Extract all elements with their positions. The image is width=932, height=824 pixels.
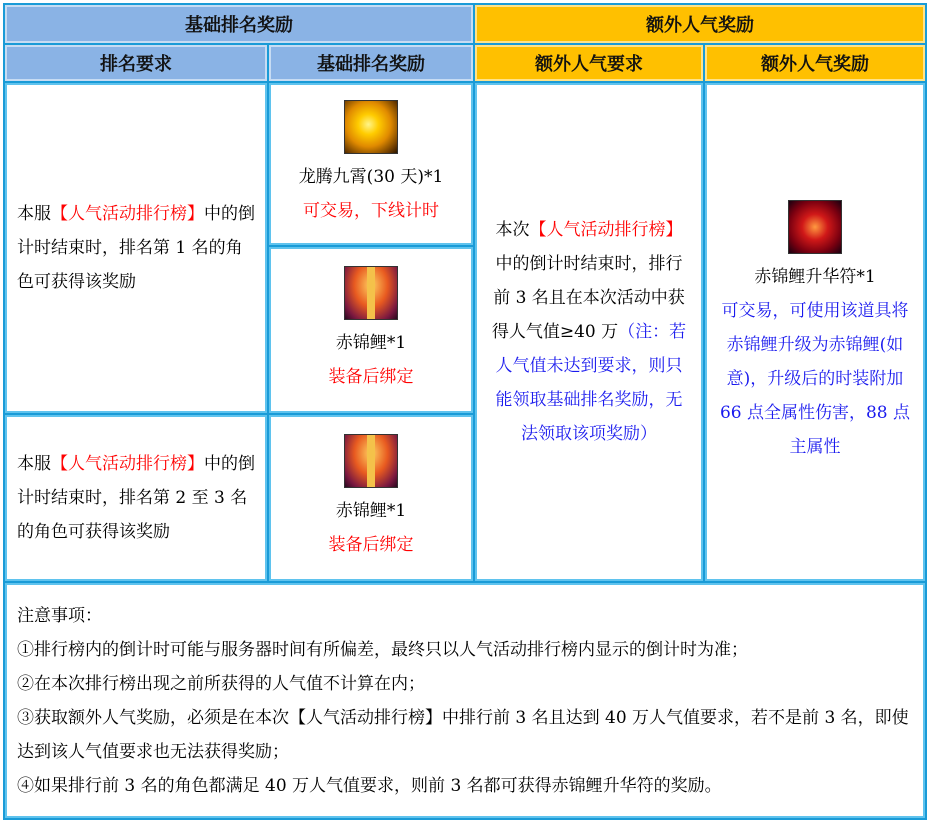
extra-reward-note: 可交易，可使用该道具将赤锦鲤升级为赤锦鲤(如意)，升级后的时装附加 66 点全属性伤害，88 点主属性 [719, 301, 911, 457]
note-item: ②在本次排行榜出现之前所获得的人气值不计算在内； [17, 674, 425, 694]
rank1-reward2-note: 装备后绑定 [328, 367, 414, 387]
rank1-reward2-cell [269, 247, 473, 413]
rank2-reward-cell [269, 415, 473, 581]
rank1-req-prefix: 本服 [17, 204, 51, 224]
rank2-req-prefix: 本服 [17, 454, 51, 474]
rank2-requirement-text [17, 447, 255, 549]
rank1-reward1-cell [269, 83, 473, 245]
rank1-req-suffix: 中的倒计时结束时，排名第 1 名的角色可获得该奖励 [17, 204, 255, 292]
notes-section [5, 583, 925, 818]
rank2-reward-note: 装备后绑定 [328, 535, 414, 555]
note-item: ①排行榜内的倒计时可能与服务器时间有所偏差，最终只以人气活动排行榜内显示的倒计时为准； [17, 640, 748, 660]
extra-req-highlight: 【人气活动排行榜】 [529, 220, 683, 240]
carp-upgrade-talisman-icon [788, 200, 842, 254]
rank2-req-suffix: 中的倒计时结束时，排名第 2 至 3 名的角色可获得该奖励 [17, 454, 255, 542]
basic-group-header: 基础排名奖励 [5, 5, 473, 43]
rank1-requirement-cell [5, 83, 267, 413]
rank1-reward2-name: 赤锦鲤*1 [335, 333, 407, 353]
rank1-req-highlight: 【人气活动排行榜】 [51, 204, 204, 224]
notes-title: 注意事项： [17, 606, 102, 626]
rank2-requirement-cell [5, 415, 267, 581]
dragon-mount-icon [344, 100, 398, 154]
extra-group-header: 额外人气奖励 [475, 5, 925, 43]
extra-req-suffix: 中的倒计时结束时，排行前 3 名且在本次活动中获得人气值≥40 万 [491, 254, 685, 342]
extra-req-note: （注：若人气值未达到要求，则只能领取基础排名奖励，无法领取该项奖励） [495, 322, 687, 444]
rank1-reward1-name: 龙腾九霄(30 天)*1 [298, 167, 444, 187]
rank1-reward1-note: 可交易，下线计时 [303, 201, 439, 221]
extra-requirement-header: 额外人气要求 [475, 45, 703, 81]
rank2-reward-name: 赤锦鲤*1 [335, 501, 407, 521]
extra-req-prefix: 本次 [495, 220, 530, 240]
red-carp-robe-icon [344, 266, 398, 320]
extra-requirement-cell [475, 83, 703, 581]
extra-reward-header: 额外人气奖励 [705, 45, 925, 81]
note-item: ③获取额外人气奖励，必须是在本次【人气活动排行榜】中排行前 3 名且达到 40 万人气值要求，若不是前 3 名，即使达到该人气值要求也无法获得奖励； [17, 708, 909, 762]
rank1-requirement-text [17, 197, 255, 299]
rank-requirement-header: 排名要求 [5, 45, 267, 81]
red-carp-robe-icon [344, 434, 398, 488]
extra-reward-name: 赤锦鲤升华符*1 [754, 267, 876, 287]
extra-requirement-text [489, 213, 689, 451]
rank2-req-highlight: 【人气活动排行榜】 [51, 454, 204, 474]
extra-reward-cell [705, 83, 925, 581]
note-item: ④如果排行前 3 名的角色都满足 40 万人气值要求，则前 3 名都可获得赤锦鲤升华符的奖励。 [17, 776, 722, 796]
basic-reward-header: 基础排名奖励 [269, 45, 473, 81]
reward-table [3, 3, 927, 820]
